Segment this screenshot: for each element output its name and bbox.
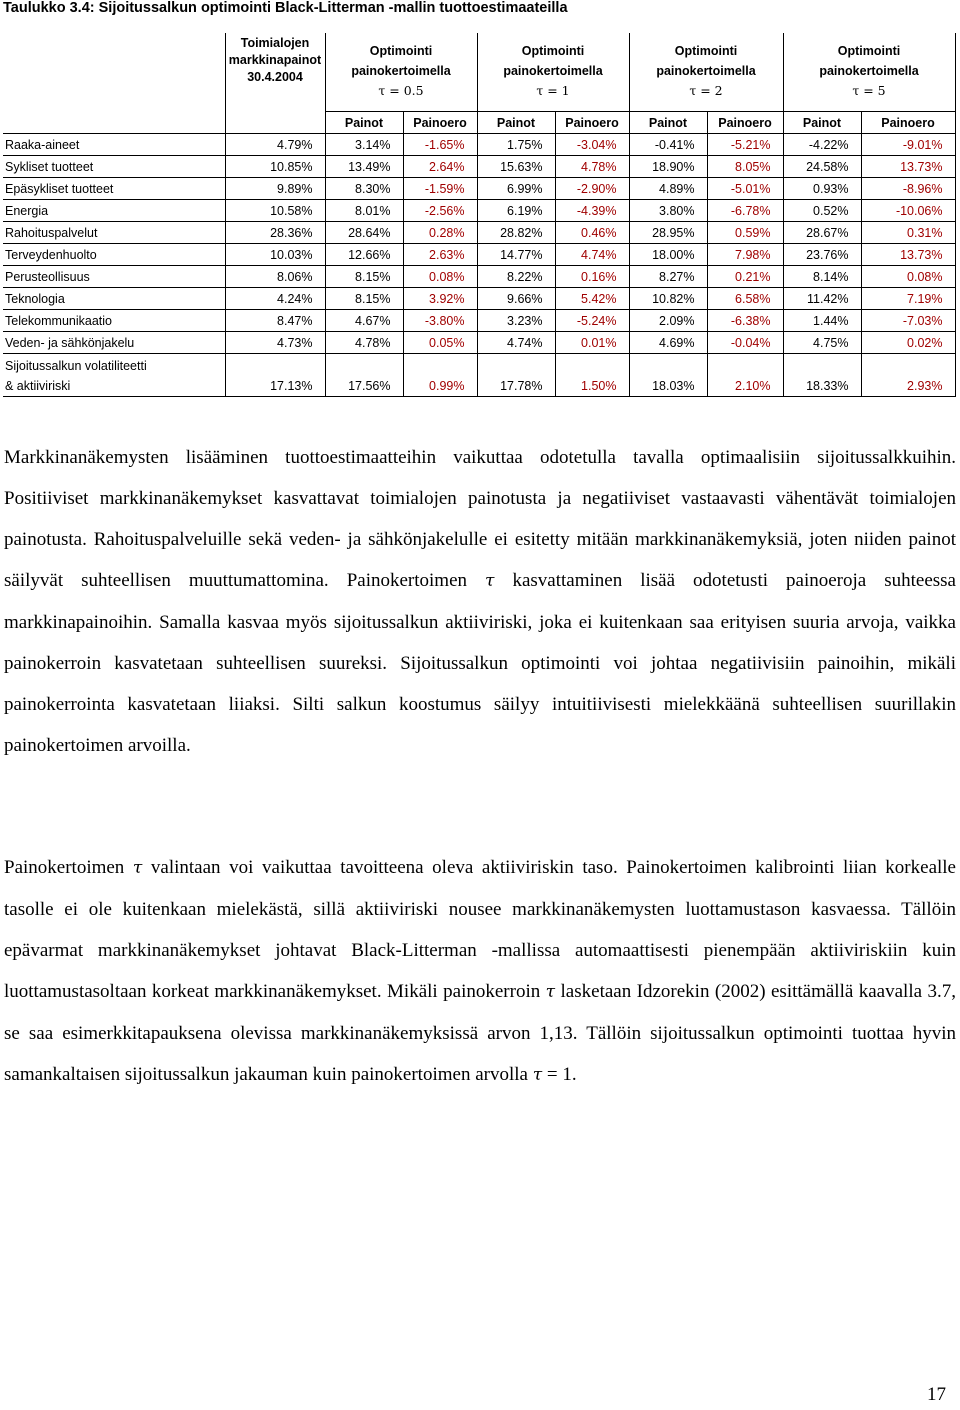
weight-cell: 18.00% [629, 244, 707, 266]
row-label: Teknologia [3, 288, 225, 310]
tau-symbol: τ [132, 858, 143, 878]
weight-diff-cell: -2.56% [403, 200, 477, 222]
weight-diff-cell: 7.19% [861, 288, 955, 310]
group-line1: Optimointi [369, 44, 433, 58]
weight-diff-cell: 0.59% [707, 222, 783, 244]
weight-cell: -4.22% [783, 134, 861, 156]
subheader-cell: Painot [629, 112, 707, 134]
group-line2: painokertoimella [656, 64, 756, 78]
group-line1: Optimointi [674, 44, 738, 58]
row-label: Energia [3, 200, 225, 222]
table-header-row [3, 33, 955, 112]
subheader-market-empty [225, 112, 325, 134]
weight-diff-cell: 0.08% [861, 266, 955, 288]
group-header-tau-1 [477, 33, 629, 112]
volatility-label-line2: & aktiiviriski [5, 379, 71, 393]
group-line1: Optimointi [521, 44, 585, 58]
volatility-cell: 2.10% [707, 354, 783, 397]
weight-cell: 6.99% [477, 178, 555, 200]
volatility-cell: 2.93% [861, 354, 955, 397]
weight-cell: 8.01% [325, 200, 403, 222]
subheader-cell: Painot [783, 112, 861, 134]
table-row [3, 332, 955, 354]
weight-diff-cell: -0.04% [707, 332, 783, 354]
row-label: Sykliset tuotteet [3, 156, 225, 178]
weight-diff-cell: 0.16% [555, 266, 629, 288]
subheader-cell: Painoero [403, 112, 477, 134]
weight-cell: 1.75% [477, 134, 555, 156]
weight-diff-cell: -2.90% [555, 178, 629, 200]
market-weight-cell: 28.36% [225, 222, 325, 244]
weight-cell: 9.66% [477, 288, 555, 310]
row-label: Raaka-aineet [3, 134, 225, 156]
market-weight-cell: 4.24% [225, 288, 325, 310]
table-row [3, 310, 955, 332]
paragraph-1-text-a: Markkinanäkemysten lisääminen tuottoestimaatteihin vaikuttaa odotetulla tavalla optimaalisiin sijoitussalkkuihin. Positiiviset markkinanäkemykset kasvattavat toimialojen painotusta ja negatiiviset vastaavasti vähentävät toimialojen painotusta. Rahoituspalveluille sekä veden- ja sähkönjakelulle ei esitetty mitään markkinanäkemyksiä, joten niiden painot säilyvät suhteellisen muuttumattomina. Painokertoimen [4, 447, 956, 591]
weight-cell: 3.23% [477, 310, 555, 332]
weight-diff-cell: -7.03% [861, 310, 955, 332]
weight-cell: 28.82% [477, 222, 555, 244]
weight-cell: 23.76% [783, 244, 861, 266]
weight-cell: 12.66% [325, 244, 403, 266]
weight-cell: 4.89% [629, 178, 707, 200]
market-weight-cell: 10.58% [225, 200, 325, 222]
weight-cell: 8.14% [783, 266, 861, 288]
volatility-cell: 18.03% [629, 354, 707, 397]
volatility-cell: 1.50% [555, 354, 629, 397]
market-header-line1: Toimialojen [240, 36, 310, 50]
weight-diff-cell: 4.74% [555, 244, 629, 266]
weight-cell: 3.14% [325, 134, 403, 156]
weight-diff-cell: 0.31% [861, 222, 955, 244]
weight-diff-cell: 2.64% [403, 156, 477, 178]
weight-cell: 0.52% [783, 200, 861, 222]
table-row [3, 156, 955, 178]
weight-cell: 1.44% [783, 310, 861, 332]
group-line2: painokertoimella [819, 64, 919, 78]
weight-cell: 3.80% [629, 200, 707, 222]
paragraph-2-text-d: = 1. [542, 1064, 577, 1085]
subheader-cell: Painoero [555, 112, 629, 134]
weight-cell: 13.49% [325, 156, 403, 178]
weight-diff-cell: -3.04% [555, 134, 629, 156]
market-weight-cell: 10.85% [225, 156, 325, 178]
subheader-empty [3, 112, 225, 134]
subheader-cell: Painot [325, 112, 403, 134]
group-tau: τ = 5 [852, 83, 886, 98]
volatility-label-line1: Sijoitussalkun volatiliteetti [5, 359, 147, 373]
group-tau: τ = 0.5 [378, 83, 424, 98]
row-label: Terveydenhuolto [3, 244, 225, 266]
weight-diff-cell: -10.06% [861, 200, 955, 222]
paragraph-2 [4, 847, 956, 1096]
weight-diff-cell: 0.02% [861, 332, 955, 354]
weight-diff-cell: 13.73% [861, 156, 955, 178]
group-line2: painokertoimella [351, 64, 451, 78]
weight-diff-cell: 0.46% [555, 222, 629, 244]
weight-diff-cell: -9.01% [861, 134, 955, 156]
table-row [3, 200, 955, 222]
weight-cell: 6.19% [477, 200, 555, 222]
weight-diff-cell: -3.80% [403, 310, 477, 332]
weight-diff-cell: 8.05% [707, 156, 783, 178]
weight-cell: 14.77% [477, 244, 555, 266]
weight-cell: 8.15% [325, 266, 403, 288]
weight-cell: 4.75% [783, 332, 861, 354]
subheader-cell: Painoero [707, 112, 783, 134]
market-weight-cell: 8.47% [225, 310, 325, 332]
volatility-market: 17.13% [225, 354, 325, 397]
row-label: Telekommunikaatio [3, 310, 225, 332]
market-weight-cell: 9.89% [225, 178, 325, 200]
tau-symbol: τ [532, 1065, 543, 1085]
table-row [3, 266, 955, 288]
market-weight-cell: 10.03% [225, 244, 325, 266]
weight-diff-cell: -1.65% [403, 134, 477, 156]
volatility-cell: 17.78% [477, 354, 555, 397]
volatility-row [3, 354, 955, 397]
weight-cell: 4.67% [325, 310, 403, 332]
weight-cell: 8.15% [325, 288, 403, 310]
table-row [3, 134, 955, 156]
weight-diff-cell: -6.38% [707, 310, 783, 332]
weight-diff-cell: 7.98% [707, 244, 783, 266]
weight-diff-cell: -5.21% [707, 134, 783, 156]
weight-cell: 8.22% [477, 266, 555, 288]
row-label: Rahoituspalvelut [3, 222, 225, 244]
market-header-line3: 30.4.2004 [247, 70, 303, 84]
table-subheader-row [3, 112, 955, 134]
weight-diff-cell: 13.73% [861, 244, 955, 266]
weight-diff-cell: -1.59% [403, 178, 477, 200]
tau-symbol: τ [485, 571, 495, 591]
market-header-line2: markkinapainot [228, 53, 322, 67]
table-row [3, 244, 955, 266]
weight-diff-cell: 0.01% [555, 332, 629, 354]
group-line2: painokertoimella [503, 64, 603, 78]
weight-cell: 28.67% [783, 222, 861, 244]
subheader-cell: Painot [477, 112, 555, 134]
paragraph-1 [4, 437, 956, 766]
corner-cell [3, 33, 225, 112]
market-weight-cell: 4.79% [225, 134, 325, 156]
table-body [3, 134, 955, 354]
group-header-tau-5 [783, 33, 955, 112]
page-number: 17 [927, 1384, 946, 1405]
group-tau: τ = 2 [689, 83, 723, 98]
weight-diff-cell: 0.28% [403, 222, 477, 244]
table-row [3, 222, 955, 244]
volatility-cell: 0.99% [403, 354, 477, 397]
weight-cell: 4.78% [325, 332, 403, 354]
row-label: Epäsykliset tuotteet [3, 178, 225, 200]
volatility-cell: 18.33% [783, 354, 861, 397]
weight-cell: 4.74% [477, 332, 555, 354]
group-tau: τ = 1 [536, 83, 570, 98]
weight-cell: 28.64% [325, 222, 403, 244]
weight-cell: 18.90% [629, 156, 707, 178]
weight-diff-cell: 4.78% [555, 156, 629, 178]
weight-cell: 2.09% [629, 310, 707, 332]
paragraph-2-text-b: valintaan voi vaikuttaa tavoitteena oleva aktiiviriskin taso. Painokertoimen kalibrointi liian korkealle tasolle ei ole kuitenkaan mielekästä, sillä aktiiviriski nousee markkinanäkemysten luottamustason kasvaessa. Tällöin epävarmat markkinanäkemykset johtavat Black-Litterman -mallissa automaattisesti pienempään aktiiviriskiin kuin luottamustasoltaan korkeat markkinanäkemykset. Mikäli painokerroin [4, 857, 956, 1002]
weight-cell: -0.41% [629, 134, 707, 156]
paragraph-2-text-a: Painokertoimen [4, 857, 133, 878]
market-weight-cell: 8.06% [225, 266, 325, 288]
weight-cell: 0.93% [783, 178, 861, 200]
weight-cell: 4.69% [629, 332, 707, 354]
weight-diff-cell: -8.96% [861, 178, 955, 200]
table-row [3, 178, 955, 200]
optimization-table [3, 33, 956, 397]
volatility-cell: 17.56% [325, 354, 403, 397]
group-header-tau-0-5 [325, 33, 477, 112]
table-row [3, 288, 955, 310]
weight-diff-cell: -5.24% [555, 310, 629, 332]
weight-cell: 10.82% [629, 288, 707, 310]
subheader-cell: Painoero [861, 112, 955, 134]
weight-cell: 15.63% [477, 156, 555, 178]
weight-diff-cell: 0.05% [403, 332, 477, 354]
market-weight-cell: 4.73% [225, 332, 325, 354]
volatility-label [3, 354, 225, 397]
weight-diff-cell: 2.63% [403, 244, 477, 266]
group-line1: Optimointi [837, 44, 901, 58]
weight-cell: 24.58% [783, 156, 861, 178]
weight-cell: 28.95% [629, 222, 707, 244]
weight-cell: 8.30% [325, 178, 403, 200]
weight-cell: 8.27% [629, 266, 707, 288]
paragraph-2-text-c: lasketaan Idzorekin (2002) esittämällä kaavalla 3.7, se saa esimerkkitapauksena olevissa markkinanäkemyksissä arvon 1,13. Tällöin sijoitussalkun optimointi tuottaa hyvin samankaltaisen sijoitussalkun jakauman kuin painokertoimen arvolla [4, 981, 956, 1085]
table-caption: Taulukko 3.4: Sijoitussalkun optimointi Black-Litterman -mallin tuottoestimaateilla [3, 0, 568, 16]
weight-diff-cell: 6.58% [707, 288, 783, 310]
row-label: Veden- ja sähkönjakelu [3, 332, 225, 354]
weight-diff-cell: 3.92% [403, 288, 477, 310]
weight-diff-cell: -4.39% [555, 200, 629, 222]
tau-symbol: τ [545, 982, 556, 1002]
weight-diff-cell: -5.01% [707, 178, 783, 200]
weight-cell: 11.42% [783, 288, 861, 310]
row-label: Perusteollisuus [3, 266, 225, 288]
market-weights-header [225, 33, 325, 112]
weight-diff-cell: 0.08% [403, 266, 477, 288]
paragraph-1-text-b: kasvattaminen lisää odotetusti painoeroja suhteessa markkinapainoihin. Samalla kasvaa myös sijoitussalkun aktiiviriski, joka ei kuitenkaan saa erityisen suuria arvoja, vaikka painokerroin kasvatetaan suhteellisen suureksi. Sijoitussalkun optimointi voi johtaa negatiivisiin painoihin, mikäli painokerrointa kasvatetaan liiaksi. Silti salkun koostumus säilyy intuitiivisesti mielekkäänä suhteellisen suurillakin painokertoimen arvoilla. [4, 570, 956, 756]
weight-diff-cell: -6.78% [707, 200, 783, 222]
group-header-tau-2 [629, 33, 783, 112]
weight-diff-cell: 5.42% [555, 288, 629, 310]
weight-diff-cell: 0.21% [707, 266, 783, 288]
